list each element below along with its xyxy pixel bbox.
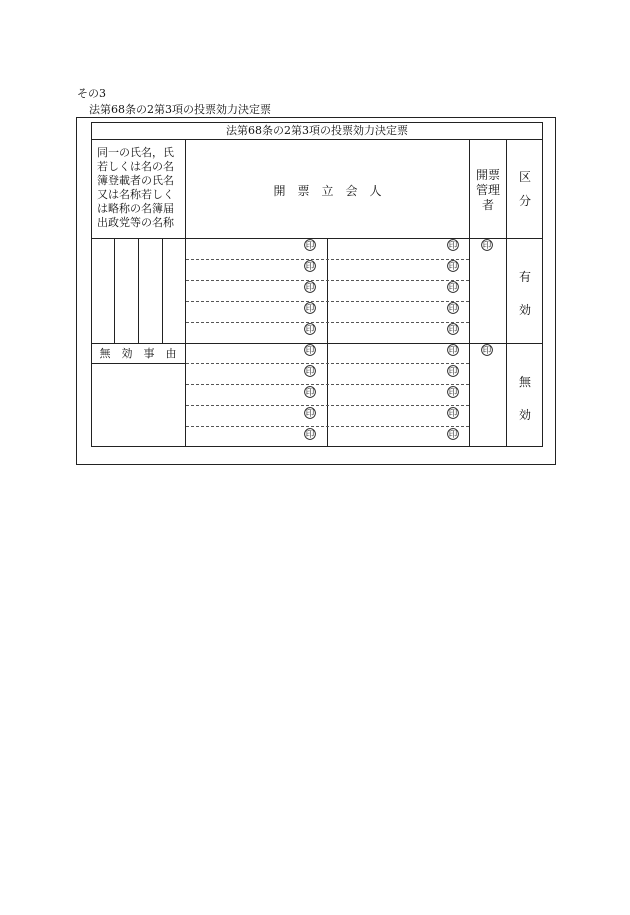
seal-in-icon bbox=[447, 407, 459, 419]
svg-text:印: 印 bbox=[305, 304, 315, 314]
invalid-reason-header: 無 効 事 由 bbox=[99, 347, 177, 360]
svg-text:印: 印 bbox=[448, 304, 458, 314]
section-number: その3 bbox=[77, 87, 106, 100]
svg-text:印: 印 bbox=[448, 367, 458, 377]
svg-text:印: 印 bbox=[305, 367, 315, 377]
seal-in-icon bbox=[304, 302, 316, 314]
svg-text:印: 印 bbox=[448, 241, 458, 251]
name-header-line: 同一の氏名，氏 bbox=[97, 146, 174, 159]
svg-text:印: 印 bbox=[448, 346, 458, 356]
name-header-line: 簿登載者の氏名 bbox=[97, 174, 174, 187]
valid-label-char: 効 bbox=[518, 303, 531, 317]
name-header-line: 又は名称若しく bbox=[97, 188, 174, 201]
name-header-line: は略称の名簿届 bbox=[97, 202, 174, 215]
name-header-line: 若しくは名の名 bbox=[97, 160, 174, 173]
svg-text:印: 印 bbox=[448, 325, 458, 335]
name-header bbox=[97, 146, 174, 230]
seal-in-icon bbox=[447, 365, 459, 377]
table-title: 法第68条の2第3項の投票効力決定票 bbox=[226, 124, 408, 137]
seal-in-icon bbox=[447, 344, 459, 356]
decision-table bbox=[91, 122, 543, 447]
seal-in-icon bbox=[481, 239, 493, 251]
seal-in-icon bbox=[304, 239, 316, 251]
manager-header-line: 管理 bbox=[475, 183, 500, 197]
svg-text:印: 印 bbox=[305, 346, 315, 356]
seal-in-icon bbox=[447, 428, 459, 440]
svg-text:印: 印 bbox=[305, 409, 315, 419]
svg-text:印: 印 bbox=[482, 241, 492, 251]
seal-in-icon bbox=[304, 323, 316, 335]
seal-in-icon bbox=[304, 365, 316, 377]
seal-in-icon bbox=[304, 281, 316, 293]
seal-in-icon bbox=[304, 428, 316, 440]
category-header-char: 分 bbox=[518, 194, 531, 208]
seal-in-icon bbox=[304, 344, 316, 356]
form-frame bbox=[76, 117, 556, 465]
form-caption: 法第68条の2第3項の投票効力決定票 bbox=[89, 103, 271, 116]
seal-in-icon bbox=[447, 386, 459, 398]
svg-text:印: 印 bbox=[448, 409, 458, 419]
seal-in-icon bbox=[447, 323, 459, 335]
seal-in-icon bbox=[447, 281, 459, 293]
svg-text:印: 印 bbox=[482, 346, 492, 356]
svg-text:印: 印 bbox=[448, 262, 458, 272]
manager-header-line: 開票 bbox=[475, 168, 500, 182]
invalid-label-char: 無 bbox=[518, 375, 531, 389]
seal-in-icon bbox=[447, 239, 459, 251]
svg-text:印: 印 bbox=[448, 430, 458, 440]
svg-text:印: 印 bbox=[305, 241, 315, 251]
seal-in-icon bbox=[304, 407, 316, 419]
svg-text:印: 印 bbox=[305, 262, 315, 272]
invalid-label-char: 効 bbox=[518, 408, 531, 422]
seal-in-icon bbox=[304, 260, 316, 272]
svg-text:印: 印 bbox=[448, 283, 458, 293]
svg-text:印: 印 bbox=[305, 388, 315, 398]
seal-in-icon bbox=[447, 302, 459, 314]
witness-header: 開 票 立 会 人 bbox=[273, 184, 382, 198]
seal-in-icon bbox=[447, 260, 459, 272]
svg-text:印: 印 bbox=[448, 388, 458, 398]
manager-header bbox=[470, 168, 506, 213]
seal-in-icon bbox=[481, 344, 493, 356]
name-header-line: 出政党等の名称 bbox=[97, 216, 174, 229]
manager-header-line: 者 bbox=[481, 198, 494, 212]
svg-text:印: 印 bbox=[305, 430, 315, 440]
category-header-char: 区 bbox=[518, 170, 531, 184]
valid-label-char: 有 bbox=[518, 270, 531, 284]
seal-in-icon bbox=[304, 386, 316, 398]
svg-text:印: 印 bbox=[305, 283, 315, 293]
svg-text:印: 印 bbox=[305, 325, 315, 335]
